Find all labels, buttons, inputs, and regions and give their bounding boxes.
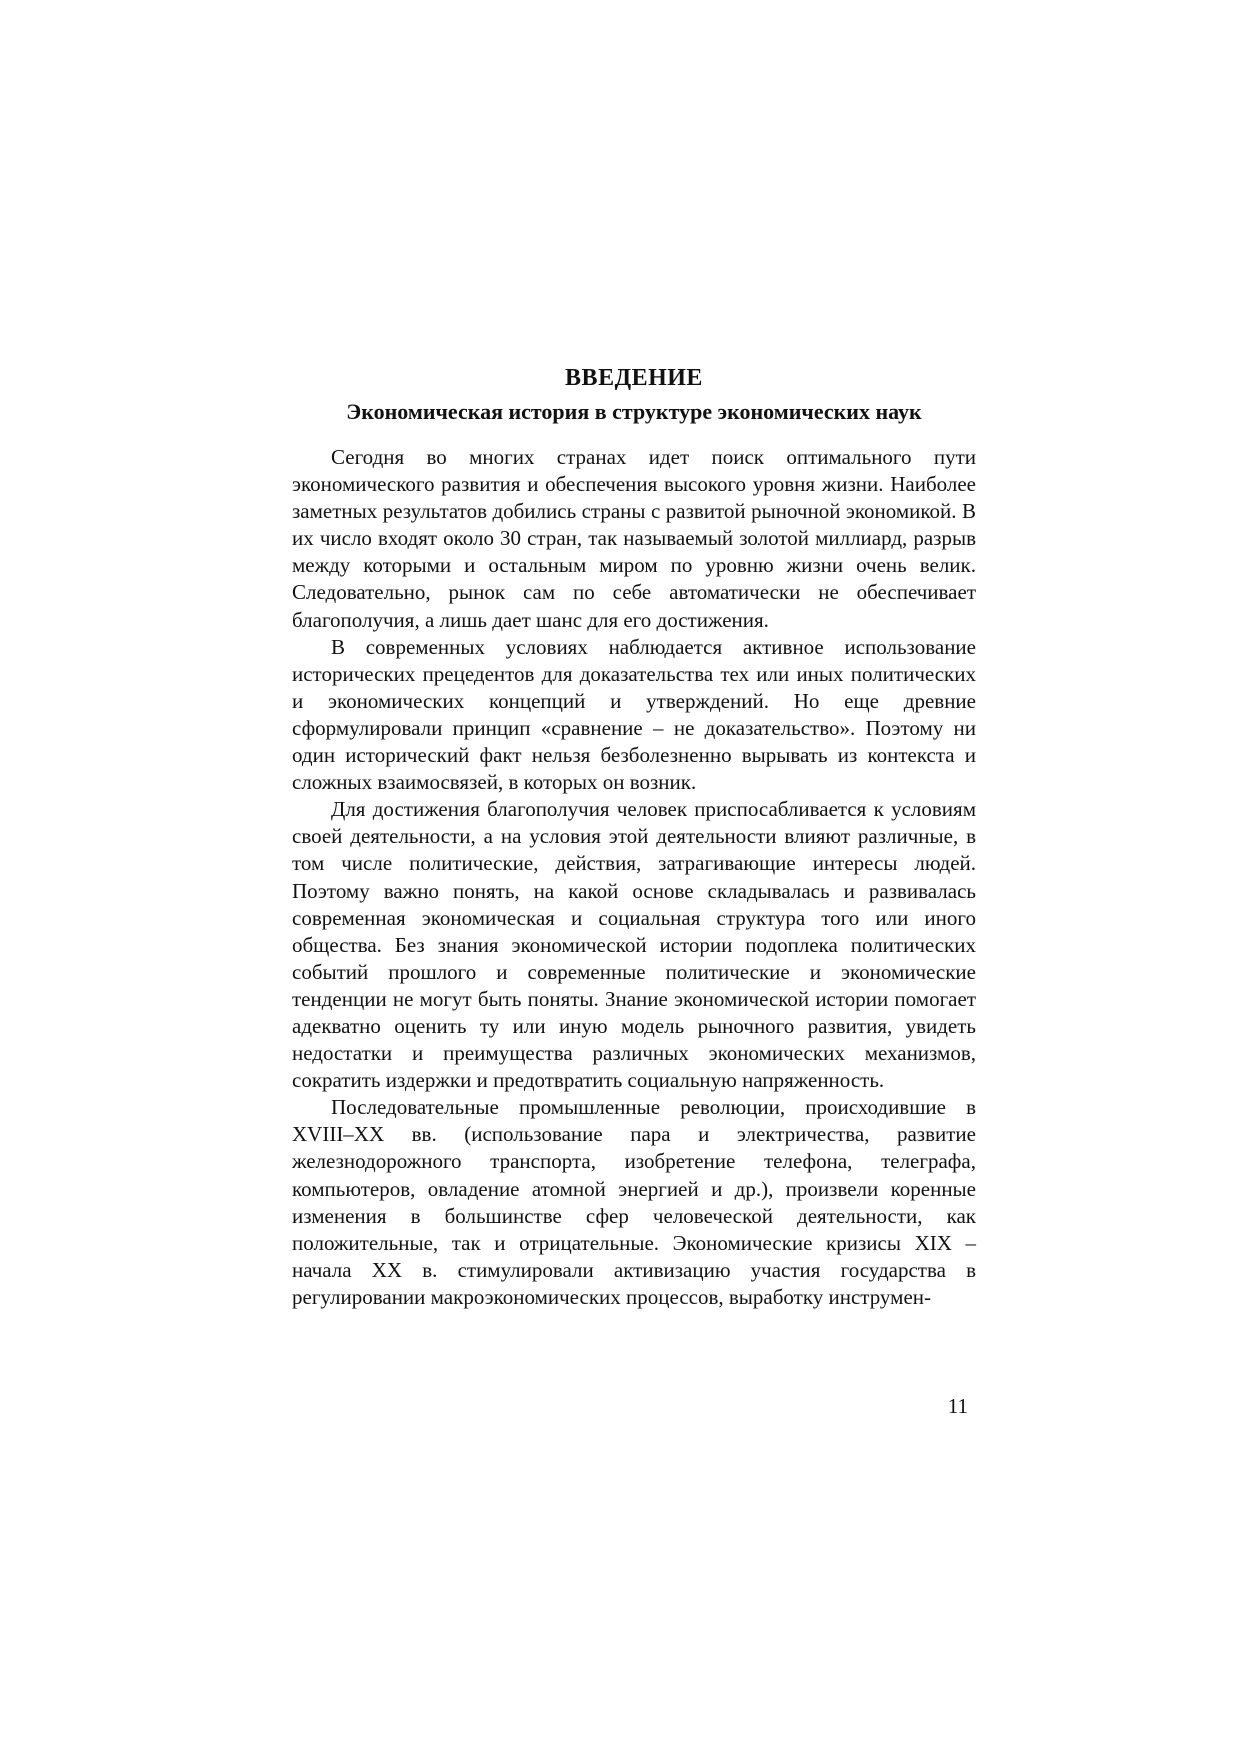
chapter-heading <box>292 362 976 428</box>
paragraph: Сегодня во многих странах идет поиск оптимального пути экономического развития и обеспечения высокого уровня жизни. Наиболее заметных результатов добились страны с развитой рыночной экономикой. В их число входят около 30 стран, так называемый золотой миллиард, разрыв между которыми и остальным миром по уровню жизни очень велик. Следовательно, рынок сам по себе автоматически не обеспечивает благополучия, а лишь дает шанс для его достижения. <box>292 445 976 632</box>
body-text <box>292 444 976 1311</box>
chapter-title: ВВЕДЕНИЕ <box>565 365 703 391</box>
paragraph: Для достижения благополучия человек приспосабливается к условиям своей деятельности, а на условия этой деятельности влияют различные, в том числе политические, действия, затрагивающие интересы людей. Поэтому важно понять, на какой основе складывалась и развивалась современная экономическая и социальная структура того или иного общества. Без знания экономической истории подоплека политических событий прошлого и современные политические и экономические тенденции не могут быть поняты. Знание экономической истории помогает адекватно оценить ту или иную модель рыночного развития, увидеть недостатки и преимущества различных экономических механизмов, сократить издержки и предотвратить социальную напряженность. <box>292 797 976 1093</box>
chapter-subtitle: Экономическая история в структуре экономических наук <box>346 399 922 424</box>
paragraph: Последовательные промышленные революции, происходившие в XVIII–XX вв. (использование пара и электричества, развитие железнодорожного транспорта, изобретение телефона, телеграфа, компьютеров, овладение атомной энергией и др.), произвели коренные изменения в большинстве сфер человеческой деятельности, как положительные, так и отрицательные. Экономические кризисы XIX – начала XX в. стимулировали активизацию участия государства в регулировании макроэкономических процессов, выработку инструмен- <box>292 1095 976 1309</box>
paragraph: В современных условиях наблюдается активное использование исторических прецедентов для доказательства тех или иных политических и экономических концепций и утверждений. Но еще древние сформулировали принцип «сравнение – не доказательство». Поэтому ни один исторический факт нельзя безболезненно вырывать из контекста и сложных взаимосвязей, в которых он возник. <box>292 634 976 795</box>
page-number: 11 <box>947 1394 968 1418</box>
